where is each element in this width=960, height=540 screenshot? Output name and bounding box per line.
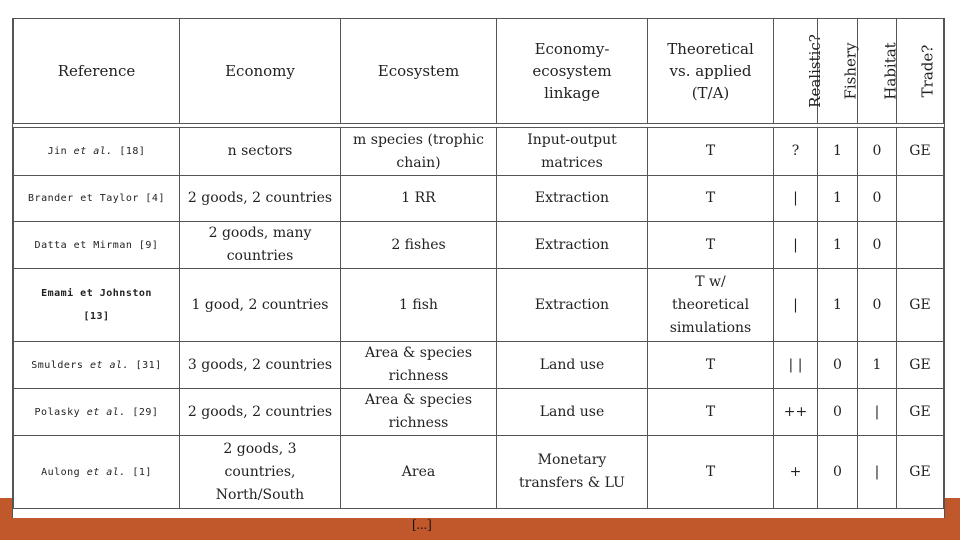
cell-reference	[14, 389, 180, 436]
cell-realistic: |	[774, 176, 818, 222]
cell-reference	[14, 436, 180, 509]
reference-number: [29]	[132, 406, 159, 418]
cell-reference: Datta et Mirman [9]	[14, 222, 180, 269]
cell-linkage: Input-output matrices	[497, 128, 648, 176]
cell-economy: 2 goods, many countries	[180, 222, 341, 269]
cell-theory: T	[648, 128, 774, 176]
reference-etal: et al.	[89, 359, 130, 371]
reference-etal: et al.	[86, 466, 126, 478]
cell-ecosystem: 1 fish	[341, 269, 497, 342]
reference-table-image	[12, 18, 945, 518]
cell-reference: Emami et Johnston [13]	[14, 269, 180, 342]
cell-theory: T	[648, 222, 774, 269]
cell-economy: 2 goods, 3 countries, North/South	[180, 436, 341, 509]
cell-linkage: Extraction	[497, 176, 648, 222]
cell-theory: T	[648, 342, 774, 389]
cell-fishery: 0	[818, 389, 858, 436]
reference-number: [31]	[135, 359, 162, 371]
header-realistic-cell	[774, 19, 824, 124]
cell-realistic: |	[774, 269, 818, 342]
continuation-ellipsis: [...]	[412, 518, 432, 533]
cell-habitat: 0	[858, 269, 897, 342]
cell-ecosystem: 2 fishes	[341, 222, 497, 269]
table-row	[14, 269, 944, 342]
header-economy: Economy	[180, 19, 341, 124]
cell-economy: 3 goods, 2 countries	[180, 342, 341, 389]
cell-reference: Brander et Taylor [4]	[14, 176, 180, 222]
table-row	[14, 342, 944, 389]
cell-ecosystem: Area & species richness	[341, 342, 497, 389]
reference-etal: et al.	[73, 146, 113, 157]
cell-economy: 1 good, 2 countries	[180, 269, 341, 342]
cell-economy: n sectors	[180, 128, 341, 176]
header-habitat: Habitat	[881, 42, 900, 100]
header-habitat-cell	[858, 19, 900, 124]
cell-trade: GE	[897, 269, 944, 342]
header-row	[14, 19, 944, 124]
reference-number: [1]	[132, 466, 152, 478]
literature-table	[13, 18, 944, 509]
cell-realistic: | |	[774, 342, 818, 389]
table-row	[14, 176, 944, 222]
cell-linkage: Monetary transfers & LU	[497, 436, 648, 509]
cell-fishery: 1	[818, 176, 858, 222]
reference-author: Polasky	[34, 406, 81, 418]
cell-trade	[897, 176, 944, 222]
cell-ecosystem: Area	[341, 436, 497, 509]
table-row	[14, 222, 944, 269]
cell-fishery: 1	[818, 128, 858, 176]
cell-ecosystem: Area & species richness	[341, 389, 497, 436]
header-linkage: Economy-ecosystem linkage	[497, 19, 648, 124]
cell-ecosystem: m species (trophic chain)	[341, 128, 497, 176]
cell-linkage: Extraction	[497, 269, 648, 342]
cell-reference	[14, 128, 180, 176]
cell-habitat: 1	[858, 342, 897, 389]
cell-linkage: Extraction	[497, 222, 648, 269]
table-row	[14, 436, 944, 509]
cell-linkage: Land use	[497, 389, 648, 436]
header-reference: Reference	[14, 19, 180, 124]
cell-habitat: |	[858, 389, 897, 436]
table-row	[14, 128, 944, 176]
table-row	[14, 389, 944, 436]
cell-fishery: 0	[818, 342, 858, 389]
reference-author: Aulong	[41, 466, 81, 478]
cell-fishery: 1	[818, 269, 858, 342]
cell-fishery: 1	[818, 222, 858, 269]
cell-linkage: Land use	[497, 342, 648, 389]
header-fishery: Fishery	[841, 42, 860, 100]
cell-habitat: 0	[858, 176, 897, 222]
cell-economy: 2 goods, 2 countries	[180, 389, 341, 436]
cell-realistic: ?	[774, 128, 818, 176]
header-theory: Theoretical vs. applied (T/A)	[648, 19, 774, 124]
reference-etal: et al.	[86, 406, 126, 418]
cell-theory: T	[648, 176, 774, 222]
header-realistic: Realistic?	[805, 34, 824, 108]
cell-fishery: 0	[818, 436, 858, 509]
reference-author: Smulders	[31, 359, 84, 371]
cell-trade: GE	[897, 436, 944, 509]
cell-habitat: |	[858, 436, 897, 509]
cell-trade: GE	[897, 389, 944, 436]
cell-ecosystem: 1 RR	[341, 176, 497, 222]
cell-habitat: 0	[858, 128, 897, 176]
header-ecosystem: Ecosystem	[341, 19, 497, 124]
reference-number: [18]	[119, 146, 146, 157]
cell-trade: GE	[897, 128, 944, 176]
cell-theory: T w/ theoretical simulations	[648, 269, 774, 342]
cell-reference	[14, 342, 180, 389]
cell-theory: T	[648, 389, 774, 436]
cell-realistic: |	[774, 222, 818, 269]
cell-trade: GE	[897, 342, 944, 389]
cell-habitat: 0	[858, 222, 897, 269]
cell-economy: 2 goods, 2 countries	[180, 176, 341, 222]
cell-realistic: +	[774, 436, 818, 509]
cell-theory: T	[648, 436, 774, 509]
cell-realistic: ++	[774, 389, 818, 436]
header-trade: Trade?	[918, 44, 937, 98]
cell-trade	[897, 222, 944, 269]
reference-author: Jin	[47, 146, 68, 157]
header-trade-cell	[897, 19, 944, 124]
